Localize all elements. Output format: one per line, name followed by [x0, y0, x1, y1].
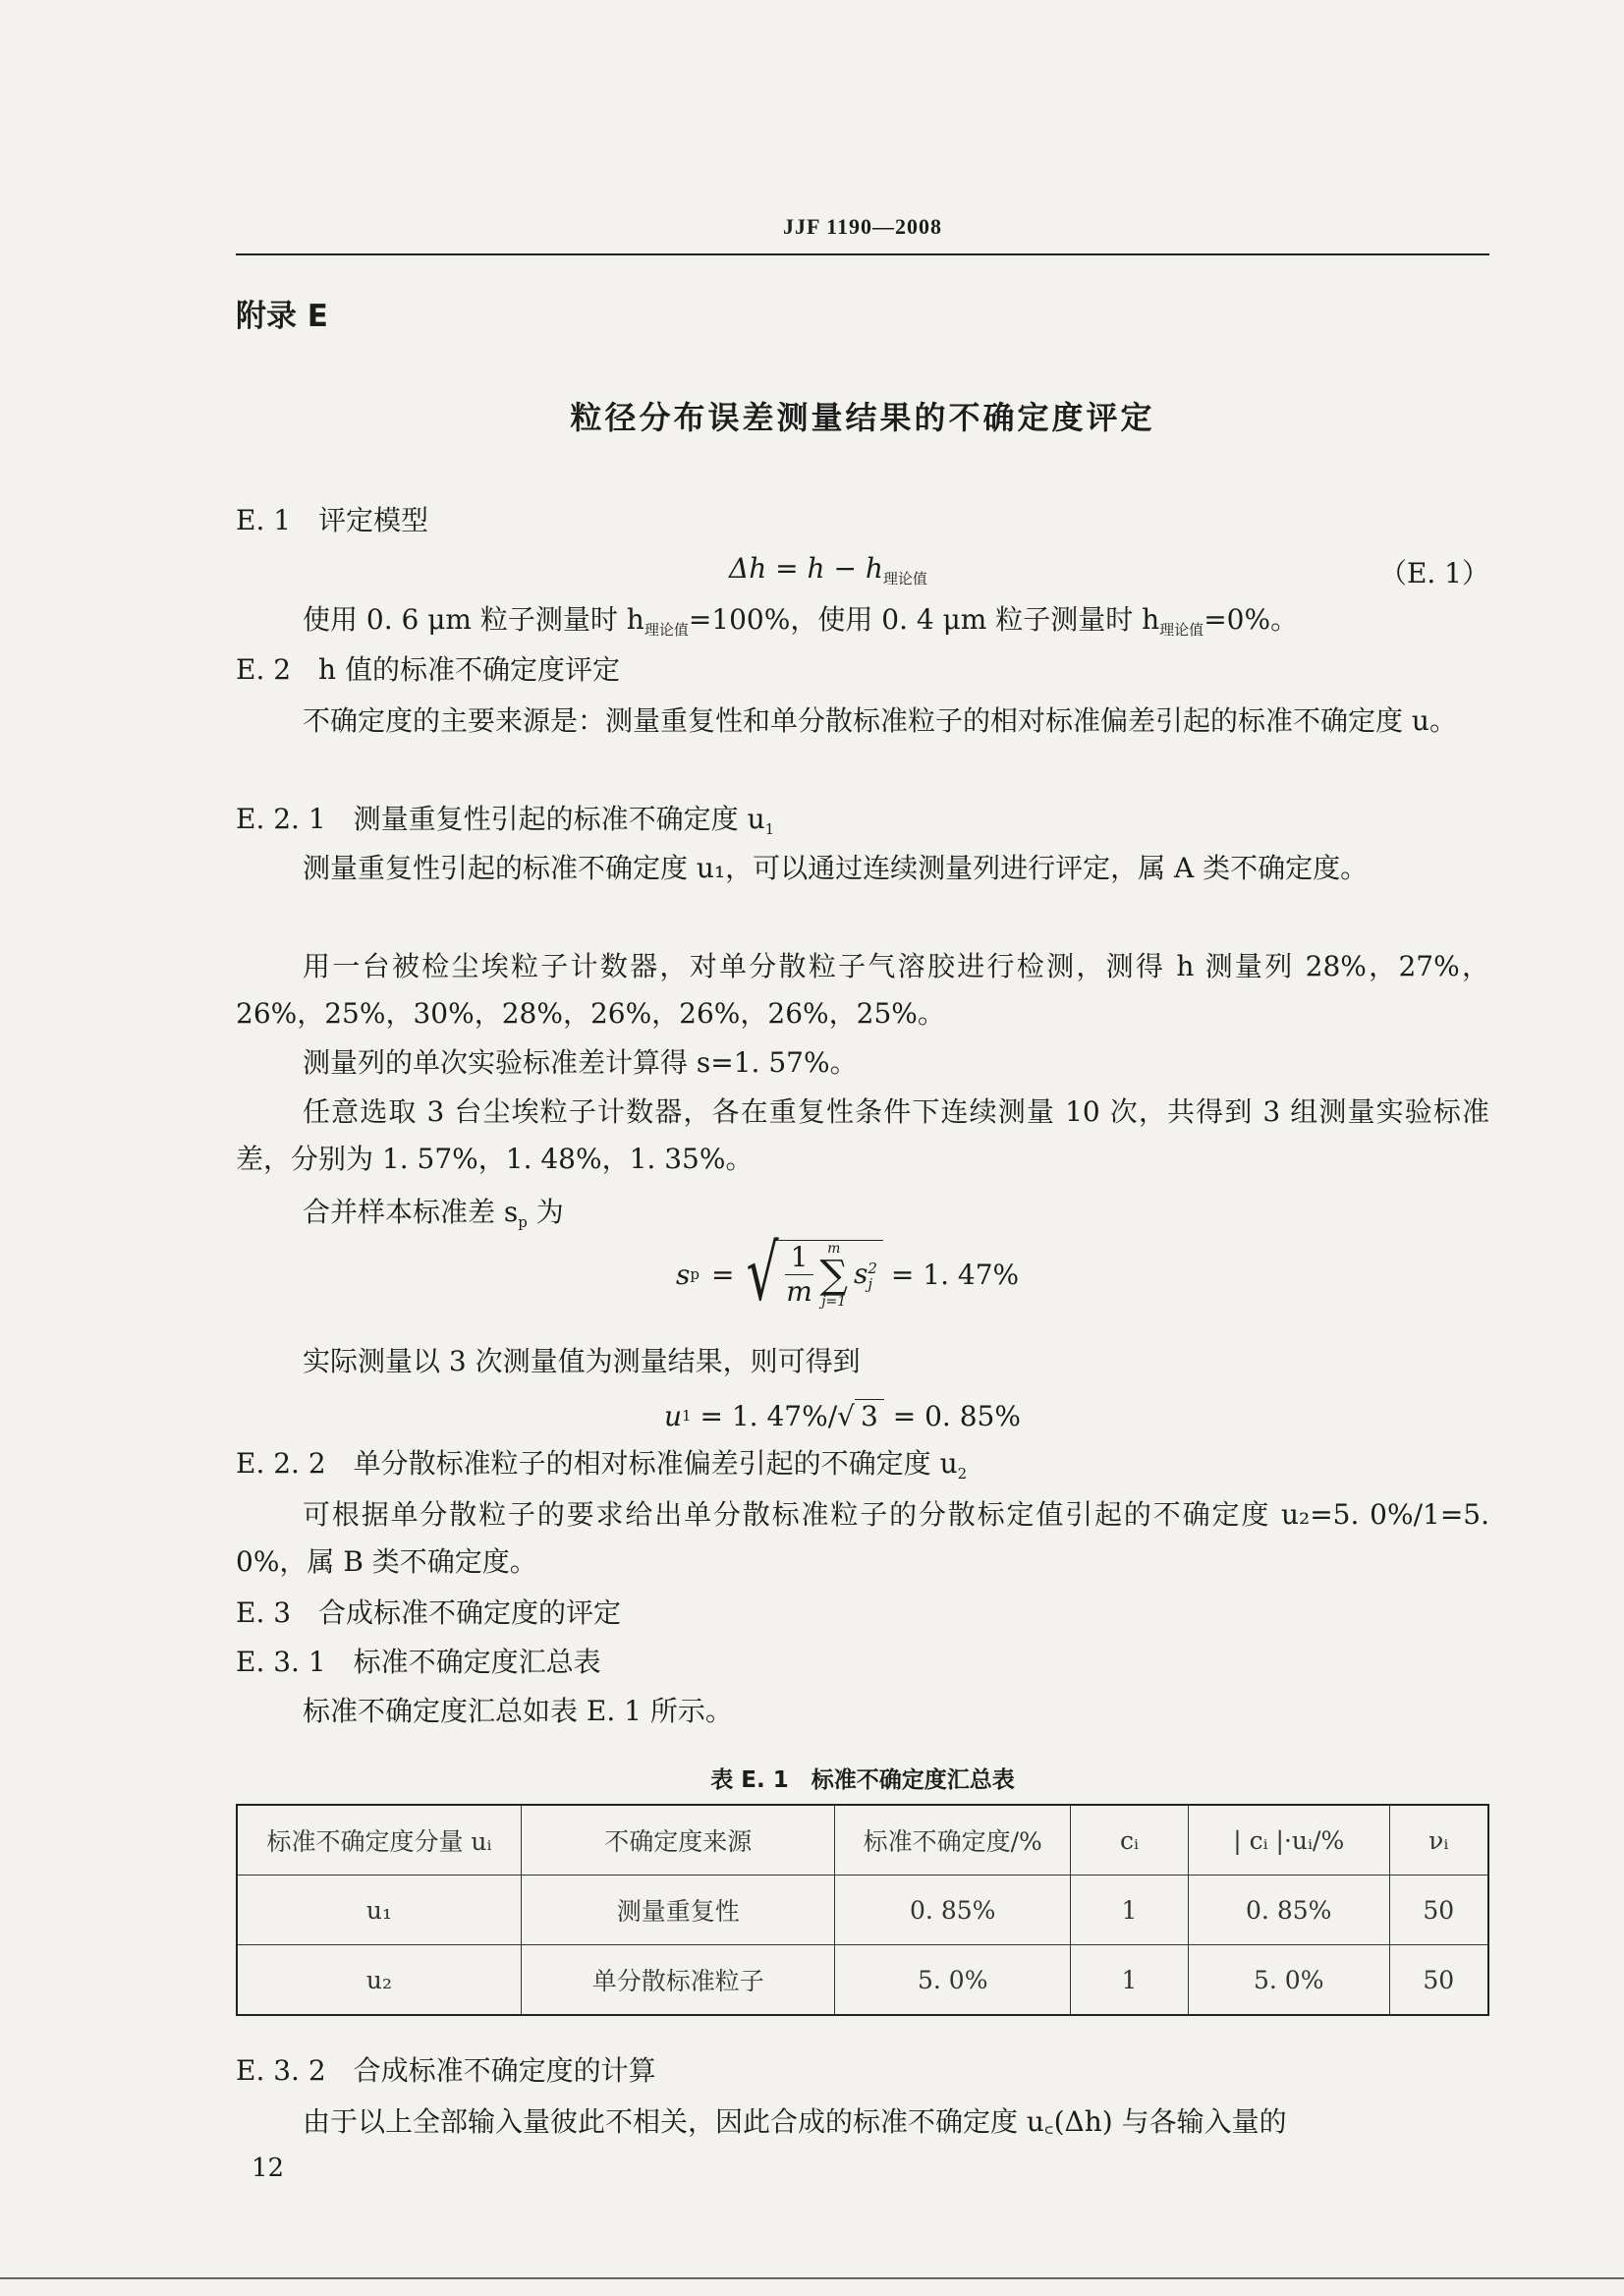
heading-e21-sub: 1 — [764, 820, 775, 838]
table-header-cell: νᵢ — [1389, 1805, 1488, 1876]
heading-e3: E. 3 合成标准不确定度的评定 — [236, 1596, 622, 1629]
sp-sum-symbol: ∑ — [819, 1252, 848, 1298]
e31-paragraph-1: 标准不确定度汇总如表 E. 1 所示。 — [303, 1695, 733, 1727]
table-header-cell: 不确定度来源 — [521, 1805, 834, 1876]
sp-fraction-numerator: 1 — [785, 1241, 814, 1275]
e1-note-c: =0%。 — [1204, 603, 1299, 636]
e21-paragraph-5-text: 合并样本标准差 s — [303, 1196, 519, 1228]
table-cell: 5. 0% — [835, 1945, 1071, 2016]
table-caption: 表 E. 1 标准不确定度汇总表 — [710, 1767, 1015, 1793]
page-number: 12 — [252, 2154, 285, 2183]
page-title: 粒径分布误差测量结果的不确定度评定 — [570, 399, 1155, 436]
sp-summation — [819, 1242, 848, 1309]
sp-lhs: s — [676, 1258, 691, 1291]
e21-paragraph-5-sub: p — [518, 1213, 528, 1231]
formula-e1-lhs: Δh — [729, 552, 767, 585]
e21-paragraph-2: 用一台被检尘埃粒子计数器，对单分散粒子气溶胶进行检测，测得 h 测量列 28%，27%，26%，25%，30%，28%，26%，26%，26%，25%。 — [236, 950, 1489, 1030]
e32-paragraph-1: 由于以上全部输入量彼此不相关，因此合成的标准不确定度 u꜀(Δh) 与各输入量的 — [303, 2105, 1287, 2138]
heading-e22-sub: 2 — [957, 1465, 968, 1483]
table-cell: 5. 0% — [1188, 1945, 1389, 2016]
sp-equals: = — [710, 1258, 735, 1291]
header-rule — [236, 253, 1489, 255]
sp-sum-upper: m — [827, 1240, 841, 1257]
heading-e2: E. 2 h 值的标准不确定度评定 — [236, 653, 620, 686]
e21-paragraph-6: 实际测量以 3 次测量值为测量结果，则可得到 — [303, 1345, 861, 1377]
table-cell: 1 — [1071, 1876, 1189, 1945]
table-row — [237, 1876, 1488, 1945]
heading-e32: E. 3. 2 合成标准不确定度的计算 — [236, 2054, 656, 2087]
table-cell: 单分散标准粒子 — [521, 1945, 834, 2016]
e1-note-b: =100%，使用 0. 4 μm 粒子测量时 h — [688, 603, 1160, 636]
u1-lhs-sub: 1 — [682, 1407, 692, 1425]
sp-term: s 2 j — [853, 1258, 877, 1293]
u1-lhs: u — [664, 1399, 683, 1432]
sp-lhs-sub: p — [690, 1265, 700, 1283]
e1-note-a: 使用 0. 6 μm 粒子测量时 h — [303, 603, 644, 636]
sp-term-sub: j — [868, 1274, 873, 1293]
table-cell: 测量重复性 — [521, 1876, 834, 1945]
e21-paragraph-3: 测量列的单次实验标准差计算得 s=1. 57%。 — [303, 1046, 858, 1079]
table-cell: 50 — [1389, 1945, 1488, 2016]
table-cell: 50 — [1389, 1876, 1488, 1945]
bottom-scan-edge — [0, 2277, 1624, 2279]
sp-result: = 1. 47% — [890, 1258, 1020, 1291]
e22-paragraph-1: 可根据单分散粒子的要求给出单分散标准粒子的分散标定值引起的不确定度 u₂=5. 0%/1=5. 0%，属 B 类不确定度。 — [236, 1498, 1489, 1578]
table-cell: u₁ — [237, 1876, 521, 1945]
e2-text: 不确定度的主要来源是：测量重复性和单分散标准粒子的相对标准偏差引起的标准不确定度 u。 — [303, 704, 1457, 737]
table-header-cell: | cᵢ |·uᵢ/% — [1188, 1805, 1389, 1876]
heading-e21-text: E. 2. 1 测量重复性引起的标准不确定度 u — [236, 803, 765, 835]
e21-paragraph-4: 任意选取 3 台尘埃粒子计数器，各在重复性条件下连续测量 10 次，共得到 3 组测量实验标准差，分别为 1. 57%，1. 48%，1. 35%。 — [236, 1095, 1489, 1175]
e21-paragraph-5 — [236, 1189, 1489, 1246]
uncertainty-summary-table — [236, 1804, 1489, 2016]
sp-radical-sign: √ — [746, 1230, 779, 1318]
appendix-label: 附录 E — [236, 299, 328, 334]
heading-e21 — [236, 800, 774, 849]
table-cell: 1 — [1071, 1945, 1189, 2016]
table-header-cell: cᵢ — [1071, 1805, 1189, 1876]
u1-result: = 0. 85% — [883, 1399, 1021, 1432]
e1-note-sub2: 理论值 — [1159, 621, 1204, 639]
formula-sp — [676, 1230, 1020, 1318]
heading-e1: E. 1 评定模型 — [236, 504, 429, 536]
sp-fraction-denominator: m — [786, 1275, 812, 1308]
heading-e22 — [236, 1444, 967, 1493]
e21-paragraph-5-tail: 为 — [527, 1196, 564, 1228]
table-header-cell: 标准不确定度/% — [835, 1805, 1071, 1876]
u1-radicand: 3 — [855, 1399, 884, 1432]
sp-term-sup: 2 — [868, 1259, 877, 1277]
e21-paragraph-1: 测量重复性引起的标准不确定度 u₁，可以通过连续测量列进行评定，属 A 类不确定度。 — [303, 852, 1369, 884]
standard-code: JJF 1190—2008 — [783, 214, 942, 239]
table-row — [237, 1945, 1488, 2016]
sp-radicand — [779, 1240, 883, 1309]
e1-note-sub1: 理论值 — [644, 621, 689, 639]
u1-radical-sign: √ — [837, 1399, 855, 1432]
sp-sum-lower: j=1 — [821, 1293, 847, 1310]
formula-u1 — [664, 1399, 1021, 1432]
heading-e31: E. 3. 1 标准不确定度汇总表 — [236, 1646, 601, 1678]
sp-fraction — [785, 1241, 814, 1309]
table-header-row — [237, 1805, 1488, 1876]
table-cell: 0. 85% — [835, 1876, 1071, 1945]
table-header-cell: 标准不确定度分量 uᵢ — [237, 1805, 521, 1876]
table-cell: u₂ — [237, 1945, 521, 2016]
heading-e22-text: E. 2. 2 单分散标准粒子的相对标准偏差引起的不确定度 u — [236, 1447, 958, 1480]
u1-mid: = 1. 47%/ — [691, 1399, 838, 1432]
formula-e1-sub: 理论值 — [882, 570, 927, 588]
table-cell: 0. 85% — [1188, 1876, 1389, 1945]
e1-note — [236, 597, 1489, 652]
formula-e1-rhs: = h − h — [766, 552, 883, 585]
formula-e1 — [729, 552, 927, 588]
equation-number-e1: （E. 1） — [1378, 557, 1489, 589]
